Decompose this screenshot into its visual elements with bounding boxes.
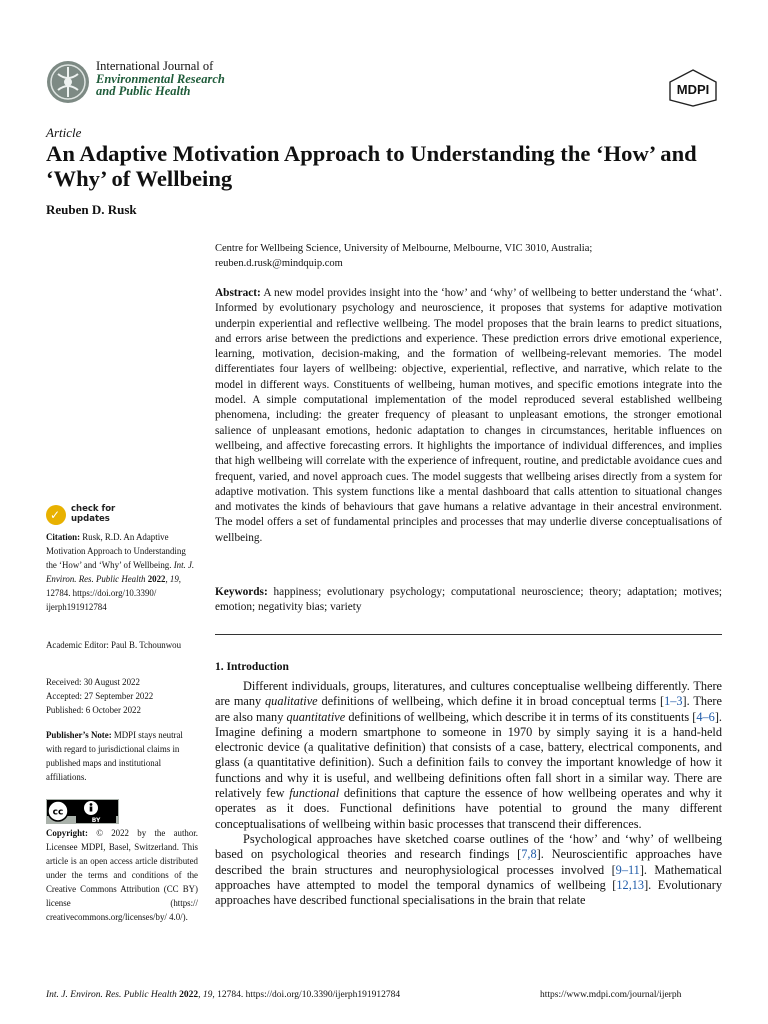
cc-by-label: BY [91, 817, 101, 824]
citation-link[interactable]: 1–3 [664, 694, 683, 709]
affiliation [215, 242, 735, 271]
check-updates-icon: ✓ [46, 505, 66, 525]
check-updates-label: check for [71, 504, 116, 514]
text: definitions of wellbeing, which define it in broad conceptual terms [ [317, 694, 665, 709]
publishers-note-text: MDPI stays neutral with regard to jurisdictional claims in published maps and institutional affiliations. [46, 730, 183, 782]
footer-doi[interactable]: , 12784. https://doi.org/10.3390/ijerph191912784 [212, 990, 401, 1000]
citation-link[interactable]: 7,8 [521, 847, 537, 862]
citation-label: Citation: [46, 532, 81, 542]
text: Psychological approaches have sketched coarse outlines of the ‘how’ and ‘why’ of wellbeing based on psychological theories and research findings [ [215, 831, 722, 862]
keywords-label: Keywords: [215, 586, 268, 598]
article-type: Article [46, 125, 82, 140]
citation-year: 2022 [145, 574, 166, 584]
citation-link[interactable]: 12,13 [616, 877, 645, 892]
published-date: Published: 6 October 2022 [46, 705, 141, 715]
citation [46, 530, 198, 614]
journal-name-line1: International Journal of [96, 59, 214, 73]
text: ]. Imagine defining a modern smartphone to someone in 1970 by simply saying it is a hand-held electronic device (a qualitative definition) that consists of a case, battery, electrical components, and glass (a quantitative definition). Such a definition fails to convey the important knowledge of how it functions and why it is useful, and wellbeing definitions often fall short in a similar way. There are relatively few [215, 709, 722, 801]
emphasis: quantitative [286, 709, 346, 724]
affiliation-address: Centre for Wellbeing Science, University of Melbourne, Melbourne, VIC 3010, Australia; [215, 243, 593, 254]
citation-journal: Int. J. Environ. Res. Public Health [46, 560, 195, 584]
text: definitions that capture the essence of how wellbeing operates and why it operates as it does. Functional definitions have potential to ground the many different conceptualisations of wellbeing within basic processes that transcend their differences. [215, 786, 722, 831]
copyright-notice [46, 826, 198, 924]
journal-logo-icon [46, 60, 90, 104]
footer-journal: Int. J. Environ. Res. Public Health [46, 990, 177, 1000]
text: Different individuals, groups, literatures, and cultures conceptualise wellbeing differently. There are many [215, 679, 722, 709]
emphasis: qualitative [265, 694, 318, 709]
section-heading-introduction: 1. Introduction [215, 661, 289, 673]
citation-doi[interactable]: , 12784. https://doi.org/10.3390/ ijerph191912784 [46, 574, 181, 612]
copyright-text: © 2022 by the author. Licensee MDPI, Basel, Switzerland. This article is an open access article distributed under the terms and conditions of the Creative Commons Attribution (CC BY) license (https:// creativecommons.org/licenses/by/ 4.0/). [46, 828, 198, 922]
text: ]. Neuroscientific approaches have described the brain structures and neurophysiological processes involved [ [215, 847, 722, 877]
citation-text: Rusk, R.D. An Adaptive Motivation Approach to Understanding the ‘How’ and ‘Why’ of Wellbeing. [46, 532, 186, 570]
keywords-text: happiness; evolutionary psychology; computational neuroscience; theory; adaptation; motives; emotion; negativity bias; variety [215, 586, 722, 614]
copyright-label: Copyright: [46, 828, 88, 838]
paragraph [215, 679, 722, 832]
academic-editor: Academic Editor: Paul B. Tchounwou [46, 640, 182, 650]
introduction-body [215, 679, 722, 908]
journal-name-line3: and Public Health [96, 84, 191, 98]
emphasis: functional [289, 786, 340, 801]
citation-link[interactable]: 4–6 [696, 709, 715, 724]
abstract [215, 286, 722, 546]
journal-name [96, 60, 225, 98]
abstract-text: A new model provides insight into the ‘how’ and ‘why’ of wellbeing to better understand the ‘what’. Informed by evolutionary psychology and neuroscience, it proposes that systems for adaptive motivation underpin experiential and reflective wellbeing. The model proposes that the brain learns to predict situations, and errors arise between the predictions and experience. These prediction errors drive emotional experience, learning, motivation, decision-making, and the formation of wellbeing-relevant memories. The model differentiates four layers of wellbeing: objective, experiential, reflective, and narrative, which relate to the model in different ways. Constituents of wellbeing, human motives, and specific emotions integrate into the model. A simple computational implementation of the model reproduced several established wellbeing phenomena, including: the greater frequency of pleasant to unpleasant emotions, the stronger emotional salience of unpleasant emotions, hedonic adaptation to changes in circumstances, heritable influences on wellbeing, and affective forecasting errors. It highlights the importance of individual differences, and implies that high wellbeing will correlate with the experience of infrequent, routine, and predictable avoidance cues and frequent, varied, and novel approach cues. The model suggests that wellbeing arises directly from a system for adaptive motivation. This system functions like a mental dashboard that calls attention to situational changes and motivates the kinds of behaviours that gave humans a relative advantage in their ancestral environment. The model offers a set of fundamental principles and processes that may underlie diverse conceptualisations of wellbeing. [215, 287, 723, 544]
mdpi-logo [666, 68, 720, 108]
article-dates [46, 675, 198, 717]
cc-by-license-icon[interactable] [46, 799, 119, 824]
citation-link[interactable]: 9–11 [615, 862, 640, 877]
keywords [215, 585, 722, 616]
footer-citation: Int. J. Environ. Res. Public Health 2022, 19, 12784. https://doi.org/10.3390/ijerph191912784 [46, 990, 401, 1000]
authors: Reuben D. Rusk [46, 202, 137, 217]
author-email: reuben.d.rusk@mindquip.com [215, 257, 343, 269]
publishers-note [46, 728, 198, 784]
text: ]. Evolutionary approaches have described functional specialisations in the brain that relate [215, 877, 722, 908]
paragraph [215, 832, 722, 908]
accepted-date: Accepted: 27 September 2022 [46, 691, 154, 701]
section-divider [215, 634, 722, 635]
citation-volume: , 19 [165, 574, 179, 584]
abstract-label: Abstract: [215, 287, 261, 299]
footer-journal-url[interactable]: https://www.mdpi.com/journal/ijerph [540, 990, 682, 1000]
check-updates-label: updates [71, 514, 110, 524]
mdpi-logo-text: MDPI [676, 82, 710, 97]
journal-name-line2: Environmental Research [96, 71, 225, 86]
text: definitions of wellbeing, which describe it in terms of its constituents [ [345, 709, 697, 724]
text: ]. There are also many [215, 694, 722, 724]
text: ]. Mathematical approaches have attempted to model the temporal dynamics of wellbeing [ [215, 862, 722, 892]
footer-year: 2022 [179, 990, 199, 1000]
svg-text:cc: cc [52, 807, 64, 818]
check-for-updates-button[interactable] [46, 505, 136, 529]
article-title: An Adaptive Motivation Approach to Understanding the ‘How’ and ‘Why’ of Wellbeing [46, 141, 697, 191]
footer-volume: 19 [202, 990, 213, 1000]
publishers-note-label: Publisher’s Note: [46, 730, 112, 740]
received-date: Received: 30 August 2022 [46, 677, 140, 687]
